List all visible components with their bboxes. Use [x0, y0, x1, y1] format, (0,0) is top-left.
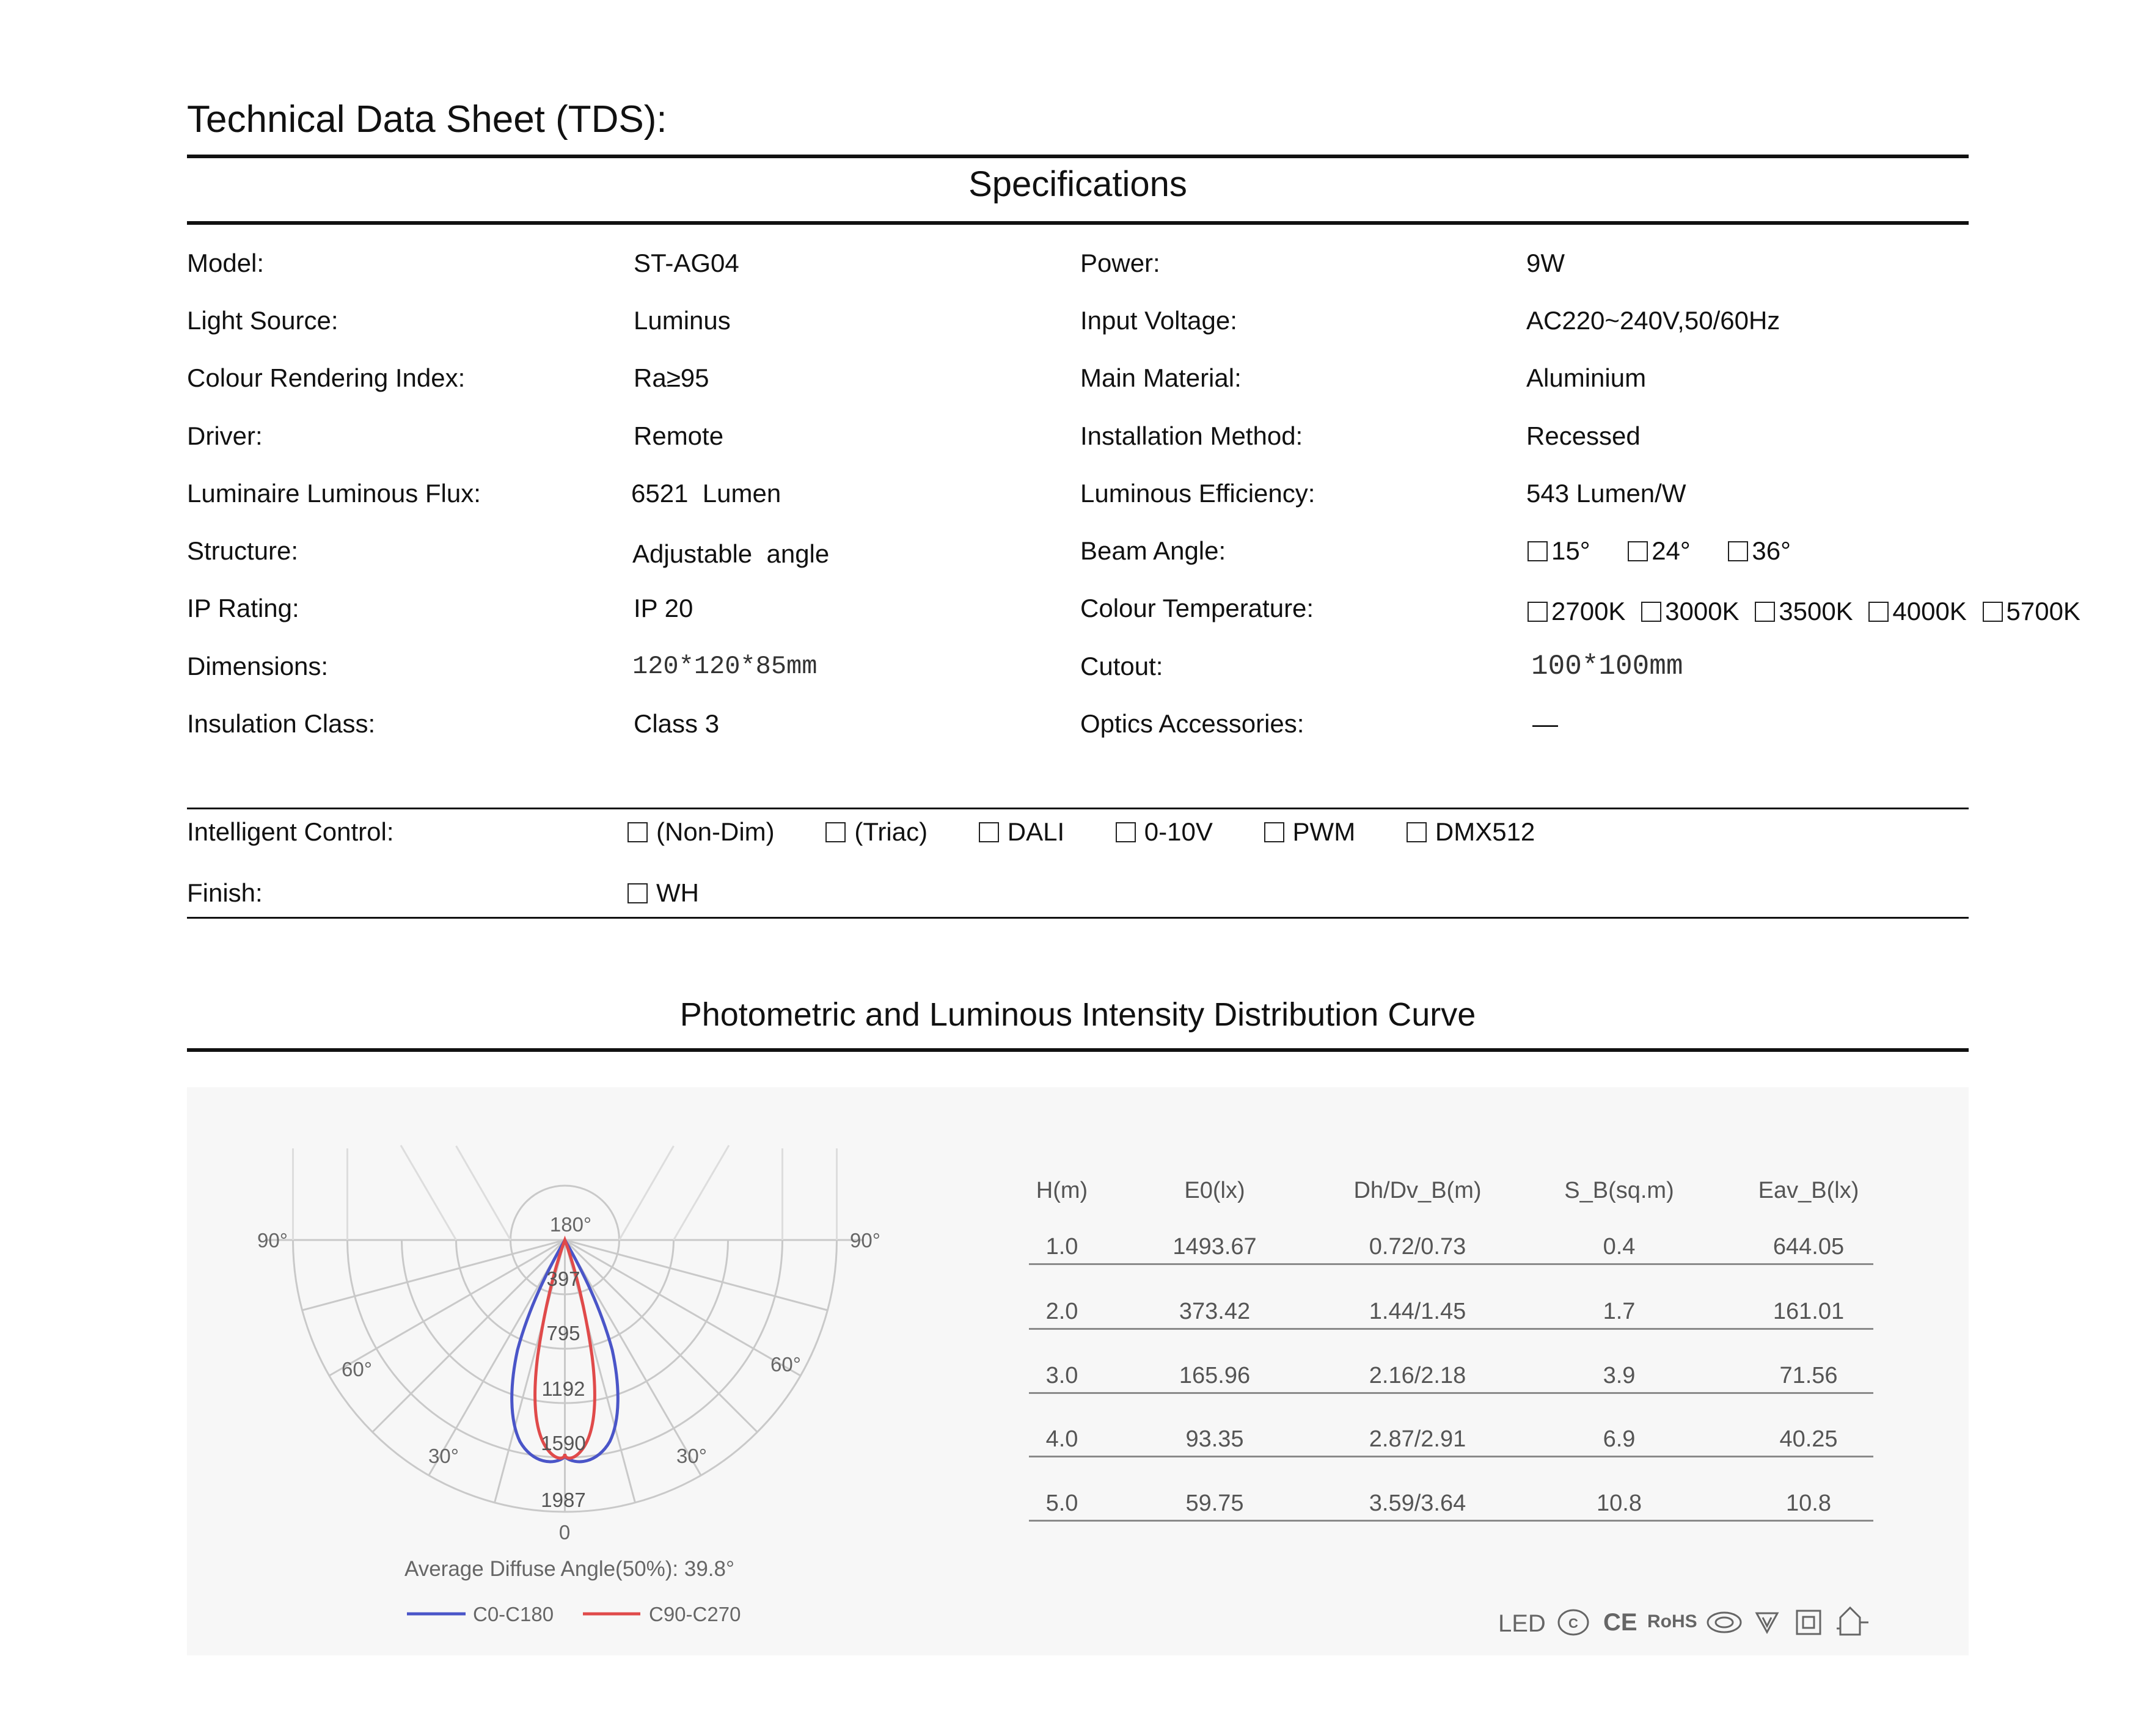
- spec-label-dimensions: Dimensions:: [187, 652, 329, 680]
- checkbox-icon[interactable]: [1868, 602, 1889, 622]
- spec-label-insulation-class: Insulation Class:: [187, 709, 376, 738]
- ring-label: 1192: [541, 1377, 585, 1400]
- spec-label-beam-angle: Beam Angle:: [1080, 536, 1226, 565]
- checkbox-icon[interactable]: [1755, 602, 1775, 622]
- control-option-pwm[interactable]: PWM: [1264, 811, 1356, 853]
- ring-label: 1987: [541, 1489, 586, 1511]
- angle-label-right-90: 90°: [850, 1229, 880, 1252]
- specifications-heading: Specifications: [968, 164, 1187, 204]
- beam-angle-option[interactable]: 15°: [1528, 530, 1590, 572]
- ccc-mark-icon: [1557, 1608, 1590, 1637]
- photometric-rule: [187, 1048, 1969, 1052]
- ce-mark: CE: [1603, 1609, 1637, 1636]
- spec-value-structure: Adjustable angle: [632, 539, 830, 568]
- beam-angle-options: [1528, 530, 1809, 572]
- ring-label: 397: [546, 1267, 580, 1290]
- document-title: Technical Data Sheet (TDS):: [187, 98, 667, 140]
- checkbox-icon[interactable]: [1116, 822, 1136, 842]
- finish-options: [627, 872, 717, 914]
- beam-angle-option[interactable]: 24°: [1628, 530, 1691, 572]
- angle-label-left-90: 90°: [257, 1229, 288, 1252]
- angle-label-left-60: 60°: [342, 1358, 372, 1380]
- angle-label-top: 180°: [549, 1213, 592, 1236]
- spec-label-structure: Structure:: [187, 536, 299, 565]
- spec-value-luminous-efficiency: 543 Lumen/W: [1526, 479, 1686, 508]
- control-option-dali[interactable]: DALI: [979, 811, 1064, 853]
- spec-value-light-source: Luminus: [634, 306, 731, 335]
- spec-value-cutout: 100*100mm: [1531, 651, 1683, 682]
- polar-distribution-chart: [187, 1087, 1006, 1649]
- colour-temperature-option[interactable]: 5700K: [1983, 590, 2080, 633]
- angle-label-right-30: 30°: [676, 1445, 707, 1467]
- legend-label-c0-c180: C0-C180: [473, 1603, 554, 1625]
- spec-label-cri: Colour Rendering Index:: [187, 363, 466, 392]
- spec-value-main-material: Aluminium: [1526, 363, 1647, 392]
- row-rule: [1029, 1263, 1873, 1265]
- spec-label-main-material: Main Material:: [1080, 363, 1242, 392]
- finish-option-wh[interactable]: WH: [627, 872, 699, 914]
- column-header-dh-dv: Dh/Dv_B(m): [1353, 1178, 1482, 1203]
- spec-label-driver: Driver:: [187, 421, 263, 450]
- row-rule: [1029, 1328, 1873, 1330]
- triangle-mark-icon: [1755, 1610, 1779, 1635]
- spec-value-ip-rating: IP 20: [634, 594, 693, 622]
- checkbox-icon[interactable]: [979, 822, 999, 842]
- spec-value-luminous-flux: 6521 Lumen: [631, 479, 781, 508]
- photometric-heading: Photometric and Luminous Intensity Distribution Curve: [679, 996, 1476, 1033]
- row-rule: [1029, 1392, 1873, 1394]
- checkbox-icon[interactable]: [627, 883, 648, 903]
- angle-label-left-30: 30°: [428, 1445, 459, 1467]
- cqc-mark-icon: [1706, 1610, 1743, 1635]
- spec-value-power: 9W: [1526, 249, 1565, 277]
- beam-angle-option[interactable]: 36°: [1728, 530, 1791, 572]
- spec-value-installation-method: Recessed: [1526, 421, 1641, 450]
- column-header-h: H(m): [1036, 1178, 1088, 1203]
- checkbox-icon[interactable]: [1528, 602, 1548, 622]
- colour-temperature-option[interactable]: 4000K: [1868, 590, 1966, 633]
- spec-value-model: ST-AG04: [634, 249, 739, 277]
- spec-label-installation-method: Installation Method:: [1080, 421, 1303, 450]
- diffuse-angle-caption: Average Diffuse Angle(50%): 39.8°: [404, 1557, 734, 1581]
- spec-label-power: Power:: [1080, 249, 1160, 277]
- spec-value-optics-accessories: —: [1532, 709, 1558, 738]
- recessed-mount-icon: [1835, 1604, 1870, 1637]
- spec-value-input-voltage: AC220~240V,50/60Hz: [1526, 306, 1780, 335]
- checkbox-icon[interactable]: [1528, 541, 1548, 561]
- checkbox-icon[interactable]: [1641, 602, 1661, 622]
- checkbox-icon[interactable]: [1728, 541, 1748, 561]
- checkbox-icon[interactable]: [1407, 822, 1427, 842]
- colour-temperature-option[interactable]: 3500K: [1755, 590, 1853, 633]
- row-rule: [1029, 1456, 1873, 1457]
- spec-label-input-voltage: Input Voltage:: [1080, 306, 1237, 335]
- svg-text:C: C: [1568, 1616, 1578, 1631]
- checkbox-icon[interactable]: [1628, 541, 1648, 561]
- legend-label-c90-c270: C90-C270: [649, 1603, 741, 1625]
- checkbox-icon[interactable]: [1264, 822, 1284, 842]
- angle-label-bottom: 0: [558, 1521, 571, 1544]
- colour-temperature-options: [1528, 590, 2080, 633]
- spec-label-light-source: Light Source:: [187, 306, 338, 335]
- rohs-mark: RoHS: [1647, 1611, 1697, 1632]
- finish-label: Finish:: [187, 878, 263, 907]
- row-rule: [1029, 1520, 1873, 1522]
- column-header-eav-b: Eav_B(lx): [1758, 1178, 1859, 1203]
- intelligent-control-label: Intelligent Control:: [187, 817, 394, 846]
- angle-label-right-60: 60°: [770, 1353, 801, 1376]
- checkbox-icon[interactable]: [627, 822, 648, 842]
- spec-value-dimensions: 120*120*85mm: [632, 652, 818, 681]
- intelligent-control-options: [627, 811, 1535, 853]
- spec-value-insulation-class: Class 3: [634, 709, 720, 738]
- title-rule: [187, 155, 1969, 158]
- spec-label-cutout: Cutout:: [1080, 652, 1163, 680]
- control-option-non-dim[interactable]: (Non-Dim): [627, 811, 775, 853]
- led-mark: LED: [1498, 1610, 1546, 1637]
- controls-bottom-rule: [187, 917, 1969, 919]
- class-ii-icon: [1795, 1609, 1822, 1636]
- spec-label-colour-temperature: Colour Temperature:: [1080, 594, 1314, 622]
- column-header-e0: E0(lx): [1184, 1178, 1245, 1203]
- column-header-s-b: S_B(sq.m): [1564, 1178, 1674, 1203]
- colour-temperature-option[interactable]: 3000K: [1641, 590, 1739, 633]
- controls-top-rule: [187, 808, 1969, 809]
- spec-value-driver: Remote: [634, 421, 724, 450]
- control-option-triac[interactable]: (Triac): [825, 811, 927, 853]
- control-option-0-10v[interactable]: 0-10V: [1116, 811, 1213, 853]
- checkbox-icon[interactable]: [1983, 602, 2003, 622]
- ring-label: 1590: [541, 1432, 586, 1454]
- spec-label-optics-accessories: Optics Accessories:: [1080, 709, 1304, 738]
- checkbox-icon[interactable]: [825, 822, 846, 842]
- colour-temperature-option[interactable]: 2700K: [1528, 590, 1625, 633]
- spec-label-model: Model:: [187, 249, 265, 277]
- ring-label: 795: [546, 1322, 580, 1344]
- specifications-rule: [187, 221, 1969, 225]
- spec-label-luminous-efficiency: Luminous Efficiency:: [1080, 479, 1315, 508]
- spec-label-luminous-flux: Luminaire Luminous Flux:: [187, 479, 481, 508]
- spec-value-cri: Ra≥95: [634, 363, 709, 392]
- spec-label-ip-rating: IP Rating:: [187, 594, 299, 622]
- control-option-dmx512[interactable]: DMX512: [1407, 811, 1535, 853]
